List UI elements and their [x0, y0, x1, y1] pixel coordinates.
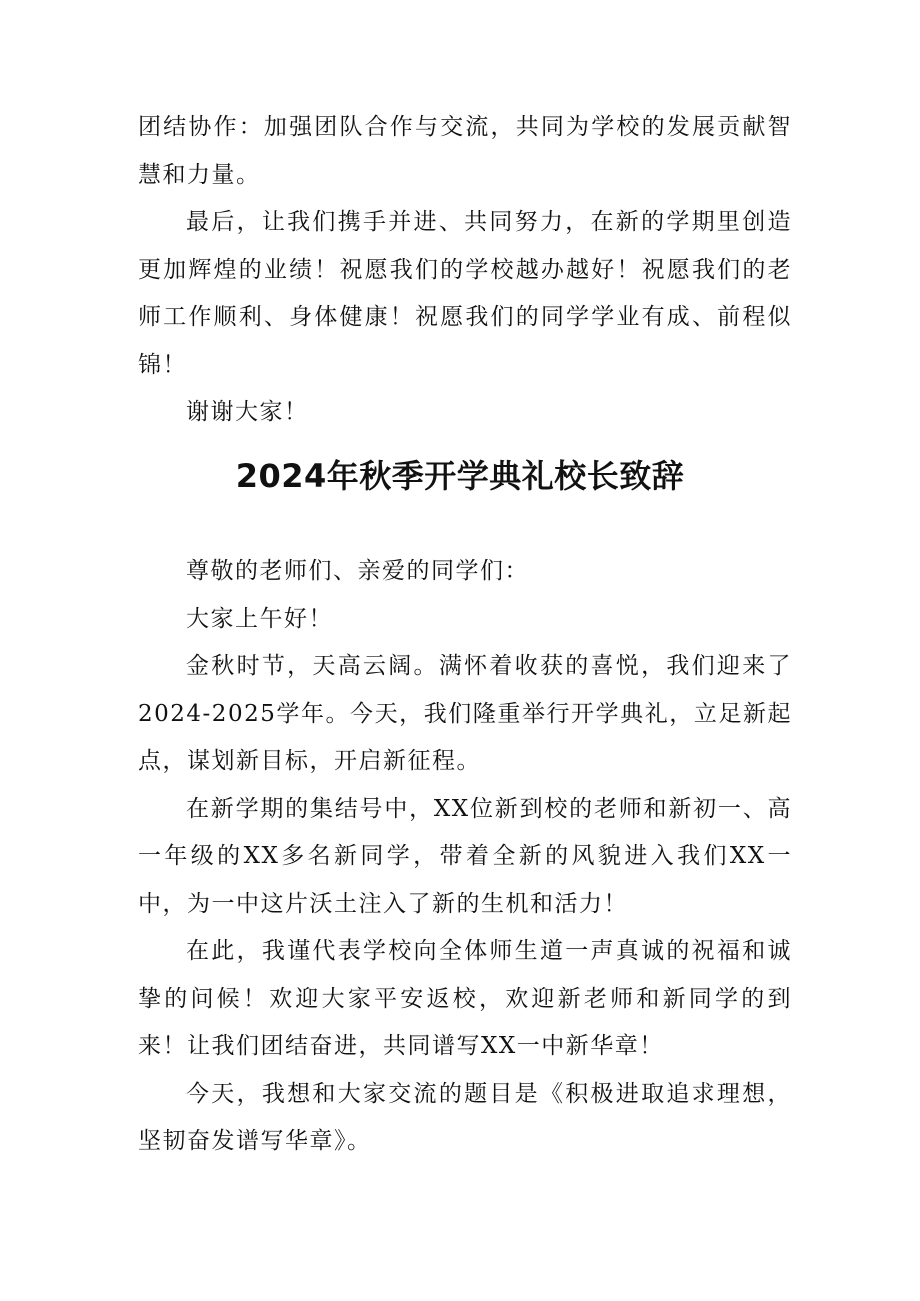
paragraph-teamwork: 团结协作：加强团队合作与交流，共同为学校的发展贡献智慧和力量。	[138, 114, 792, 188]
paragraph-closing-wishes: 最后，让我们携手并进、共同努力，在新的学期里创造更加辉煌的业绩！祝愿我们的学校越办越好！祝愿我们的老师工作顺利、身体健康！祝愿我们的同学学业有成、前程似锦！	[138, 209, 792, 378]
greeting: 大家上午好！	[186, 605, 333, 632]
salutation: 尊敬的老师们、亲爱的同学们：	[186, 558, 529, 584]
document-title: 2024年秋季开学典礼校长致辞	[235, 457, 685, 495]
paragraph-autumn-opening: 金秋时节，天高云阔。满怀着收获的喜悦，我们迎来了2024-2025学年。今天，我们隆重举行开学典礼，立足新起点，谋划新目标，开启新征程。	[138, 653, 792, 774]
continuation-section	[138, 104, 792, 437]
paragraph-thanks: 谢谢大家！	[186, 399, 309, 425]
paragraph-topic: 今天，我想和大家交流的题目是《积极进取追求理想，坚韧奋发谱写华章》。	[138, 1080, 792, 1154]
paragraph-new-arrivals: 在新学期的集结号中，XX位新到校的老师和新初一、高一年级的XX多名新同学，带着全新的风貌进入我们XX一中，为一中这片沃土注入了新的生机和活力！	[138, 795, 792, 917]
speech-section	[138, 548, 792, 1166]
paragraph-welcome: 在此，我谨代表学校向全体师生道一声真诚的祝福和诚挚的问候！欢迎大家平安返校，欢迎新老师和新同学的到来！让我们团结奋进，共同谱写XX一中新华章！	[138, 938, 792, 1059]
